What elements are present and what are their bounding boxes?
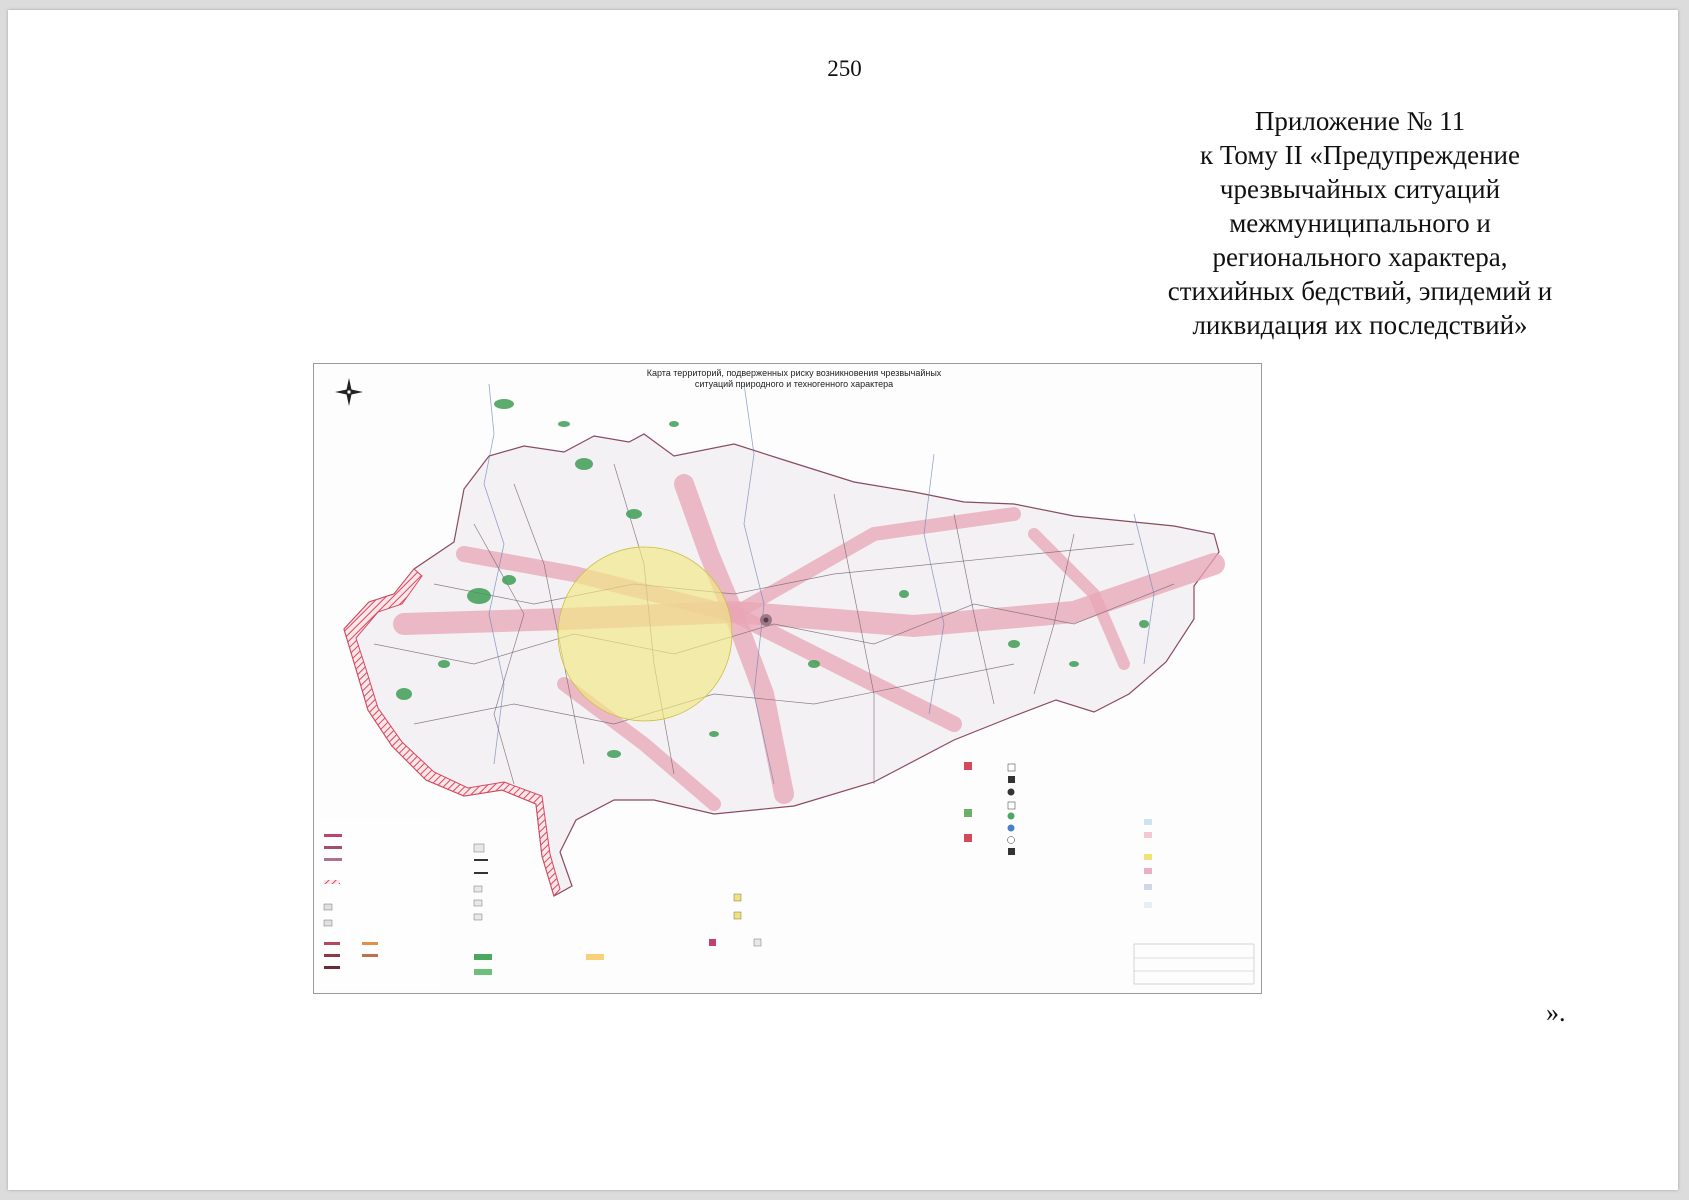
appendix-line-5: регионального характера, [1212,242,1508,272]
region-outline [344,434,1219,896]
risk-map [313,363,1262,994]
page-number: 250 [827,56,862,81]
appendix-line-3: чрезвычайных ситуаций [1219,174,1501,204]
map-title-line-2: ситуаций природного и техногенного характера [694,379,894,389]
danger-zone [558,547,732,721]
appendix-line-6: стихийных бедствий, эпидемий и [1167,276,1553,306]
title-block [1134,944,1254,984]
legend-right [964,762,1152,908]
map-title-line-1: Карта территорий, подверженных риску возникновения чрезвычайных [646,368,942,378]
closing-quote: ». [1546,998,1566,1027]
legend-center-left [474,844,604,975]
appendix-line-7: ликвидация их последствий» [1192,310,1528,340]
legend-left [320,819,440,989]
compass-rose-icon [335,378,363,406]
city-marker [760,614,772,626]
appendix-line-2: к Тому II «Предупреждение [1200,140,1520,170]
map-title [564,368,1024,390]
appendix-heading [1120,104,1600,342]
appendix-line-1: Приложение № 11 [1254,106,1466,136]
legend-center [709,894,761,946]
appendix-line-4: межмуниципального и [1229,208,1491,238]
map-canvas [314,364,1261,993]
